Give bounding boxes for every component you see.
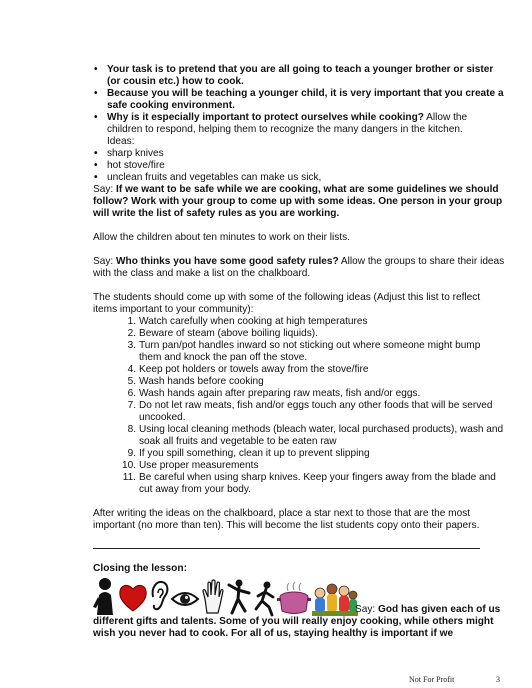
- paragraph: Allow the children about ten minutes to work on their lists.: [93, 232, 350, 243]
- ideas-label: Ideas:: [107, 136, 135, 147]
- divider: [93, 548, 480, 549]
- say-instruction: Allow the groups to share their ideas with the class and make a list on the chalkboard.: [93, 256, 505, 279]
- list-item: 1. Watch carefully when cooking at high temperatures: [127, 316, 368, 327]
- list-item: 11. Be careful when using sharp knives. Keep your fingers away from the blade and cut away from your body.: [122, 472, 496, 495]
- footer-text: Not For Profit: [409, 675, 455, 684]
- list-item: 5. Wash hands before cooking: [127, 376, 264, 387]
- intro-bullet: • Because you will be teaching a younger child, it is very important that you create a safe cooking environment.: [93, 88, 505, 112]
- list-item: 2. Beware of steam (above boiling liquids).: [127, 328, 318, 339]
- paragraph: After writing the ideas on the chalkboard, place a star next to those that are the most important (no more than ten). This will become the list students copy onto their papers.: [93, 508, 480, 531]
- list-item: 9. If you spill something, clean it up to prevent slipping: [127, 448, 370, 459]
- idea-item: • sharp knives: [93, 148, 505, 160]
- page-number: 3: [496, 675, 500, 684]
- say-lead: Say:: [93, 184, 117, 195]
- intro-bullet: [93, 112, 505, 136]
- idea-item: • unclean fruits and vegetables can make us sick,: [93, 172, 505, 184]
- idea-item: • hot stove/fire: [93, 160, 505, 172]
- say-text: God has given each of us different gifts and talents. Some of you will really enjoy cooking, while others might wish you never had to cook. For all of us, staying healthy is important if we: [93, 604, 501, 639]
- intro-bullet: • Your task is to pretend that you are all going to teach a younger brother or sister (or cousin etc.) how to cook.: [93, 64, 505, 88]
- list-item: 3. Turn pan/pot handles inward so not sticking out where someone might bump them and knock the pan off the stove.: [127, 340, 481, 363]
- list-item: 7. Do not let raw meats, fish and/or eggs touch any other foods that will be served uncooked.: [127, 400, 493, 423]
- list-item: 8. Using local cleaning methods (bleach water, local purchased products), wash and soak all fruits and vegetable to be eaten raw: [127, 424, 504, 447]
- safety-rules-list: [93, 316, 505, 496]
- bullet-question: Why is it especially important to protect ourselves while cooking?: [107, 112, 424, 123]
- closing-paragraph: [93, 604, 505, 640]
- list-item: 10. Use proper measurements: [121, 460, 259, 471]
- say-text: If we want to be safe while we are cooking, what are some guidelines we should follow? Work with your group to come up with some ideas. One person in your group will write the list of safety rules as you are working.: [93, 184, 503, 219]
- section-heading: Closing the lesson:: [93, 563, 187, 574]
- list-item: 4. Keep pot holders or towels away from the stove/fire: [127, 364, 369, 375]
- main-text: [93, 64, 505, 532]
- list-item: 6. Wash hands again after preparing raw meats, fish and/or eggs.: [127, 388, 421, 399]
- bullet-instruction: Allow the children to respond, helping them to recognize the many dangers in the kitchen.: [107, 112, 468, 135]
- say-lead: Say:: [93, 256, 117, 267]
- say-text: Who thinks you have some good safety rules?: [116, 256, 339, 267]
- say-paragraph: [93, 184, 505, 220]
- say-lead: Say:: [355, 604, 379, 615]
- paragraph: The students should come up with some of the following ideas (Adjust this list to reflect items important to your community):: [93, 292, 481, 315]
- say-paragraph: [93, 256, 505, 280]
